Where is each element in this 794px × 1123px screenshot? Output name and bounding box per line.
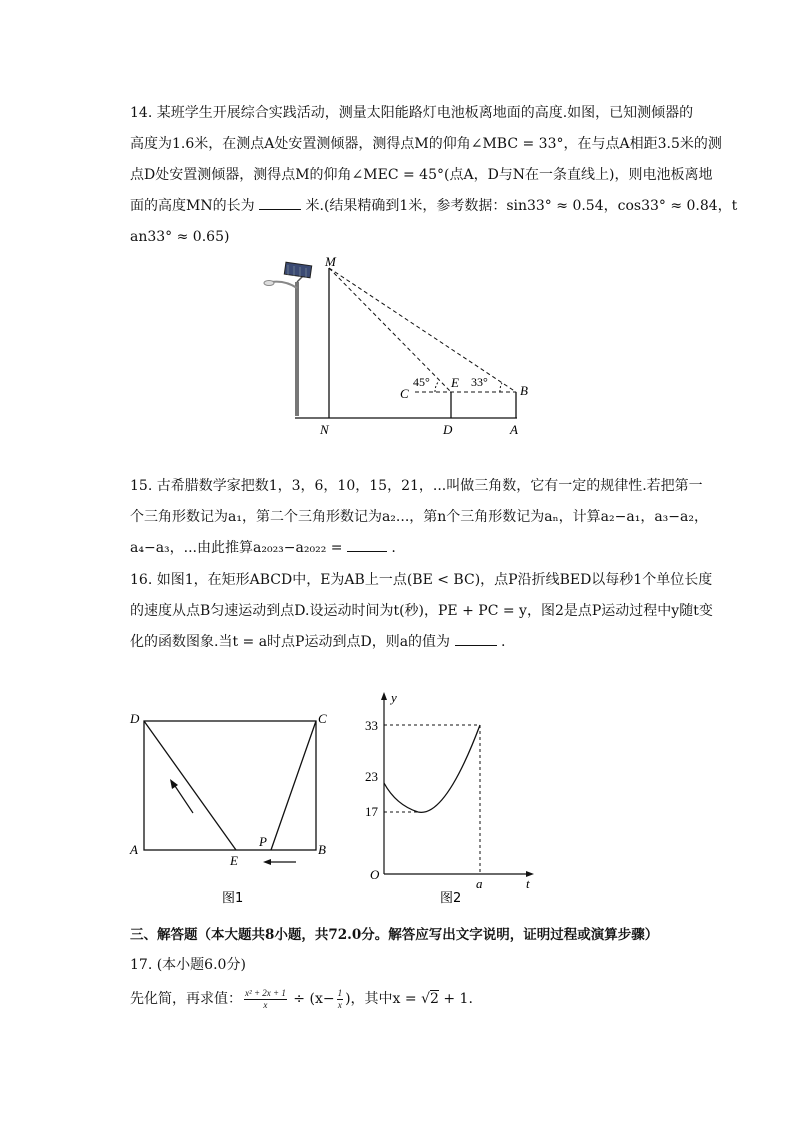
question-16 [130,565,713,658]
q17-tail: + 1. [443,991,473,1007]
label-M: M [325,254,336,269]
label-E: E [230,853,238,868]
q16-line-3-a: 化的函数图象.当t = a时点P运动到点D，则a的值为 [130,634,451,650]
question-15 [130,471,708,564]
q15-line-3-a: a₄−a₃，...由此推算a₂₀₂₃−a₂₀₂₂ = [130,540,343,556]
q17-expression [130,984,695,1015]
q14-line-3: 点D处安置测倾器，测得点M的仰角∠MEC = 45°(点A，D与N在一条直线上)，则电池板离地 [130,167,713,183]
q15-line-2: 个三角形数记为a₁，第二个三角形数记为a₂...，第n个三角形数记为aₙ，计算a₂−a₁，a₃−a₂， [130,509,708,525]
segment-PC [271,721,316,850]
answer-blank-14[interactable] [259,195,301,210]
q16-line-3-b: . [500,634,506,650]
q14-line-2: 高度为1.6米，在测点A处安置测倾器，测得点M的仰角∠MBC = 33°，在与点A相距3.5米的测 [130,136,722,152]
label-D: D [130,711,140,726]
answer-blank-16[interactable] [455,631,497,646]
q14-line-5: an33° ≈ 0.65) [130,229,230,245]
label-A: A [130,842,138,857]
tick-23: 23 [365,769,378,784]
answer-blank-15[interactable] [347,537,387,552]
label-N: N [320,422,329,437]
label-E: E [451,375,459,390]
x-axis [384,871,534,877]
label-C: C [400,386,409,401]
q17-close: )，其中x = [345,991,417,1007]
sqrt-icon: √ [421,991,430,1007]
q17-frac-den: x [263,999,268,1010]
label-P: P [259,834,267,849]
tick-17: 17 [365,804,378,819]
q17-frac-num: x² + 2x + 1 [245,987,286,998]
q14-line-4-a: 面的高度MN的长为 [130,198,255,214]
tick-a: a [476,876,483,891]
label-B: B [318,842,326,857]
q16-figure-1 [125,705,340,910]
angle-45-label: 45° [413,375,430,389]
q14-line-1: 14. 某班学生开展综合实践活动，测量太阳能路灯电池板离地面的高度.如图，已知测倾器的 [130,105,694,121]
q16-figure-2 [360,688,545,910]
tick-33: 33 [365,718,378,733]
q17-small-num: 1 [337,987,343,998]
q15-line-3-b: . [391,540,396,556]
q17-main-fraction [244,988,287,1011]
section-3-title: 三、解答题（本大题共8小题，共72.0分。解答应写出文字说明，证明过程或演算步骤） [130,927,659,943]
angle-arc-45 [435,381,439,392]
section-3-heading [130,920,695,951]
q17-sqrt-value: 2 [430,991,439,1007]
question-17-body [130,984,695,1015]
angle-33-label: 33° [471,375,488,389]
origin-label: O [370,867,380,882]
q16-line-1: 16. 如图1，在矩形ABCD中，E为AB上一点(BE < BC)，点P沿折线BED以每秒1个单位长度 [130,572,713,588]
segment-DE [144,721,236,850]
q15-line-1: 15. 古希腊数学家把数1，3，6，10，15，21，...叫做三角数，它有一定的规律性.若把第一 [130,478,703,494]
q16-line-2: 的速度从点B匀速运动到点D.设运动时间为t(秒)，PE + PC = y，图2是点P运动过程中y随t变 [130,603,713,619]
dashed-ME [329,268,451,392]
q16-line-3 [130,627,695,658]
label-D: D [443,422,453,437]
q17-header: 17. (本小题6.0分) [130,957,246,973]
figure-1-caption: 图1 [222,891,244,906]
q17-op: ÷ (x− [293,991,335,1007]
figure-2-caption: 图2 [440,891,462,906]
x-axis-label: t [526,876,530,891]
rectangle-ABCD [144,721,316,850]
dashed-MB [329,268,516,392]
label-C: C [318,711,327,726]
q17-small-fraction [337,988,344,1011]
y-axis-label: y [391,690,397,705]
street-lamp-icon [264,262,312,416]
arrow-left-icon [263,859,296,865]
question-14 [130,98,738,253]
question-17-header [130,950,695,981]
q14-figure [255,250,545,440]
label-B: B [520,383,528,398]
q17-small-den: x [337,999,342,1010]
q17-prefix: 先化简，再求值： [130,991,242,1007]
function-curve [384,725,480,812]
label-A: A [510,422,518,437]
angle-arc-33 [500,383,502,392]
q15-line-3 [130,533,695,564]
q14-line-4 [130,191,738,222]
q14-line-4-b: 米.(结果精确到1米，参考数据：sin33° ≈ 0.54，cos33° ≈ 0.84，t [305,198,738,214]
